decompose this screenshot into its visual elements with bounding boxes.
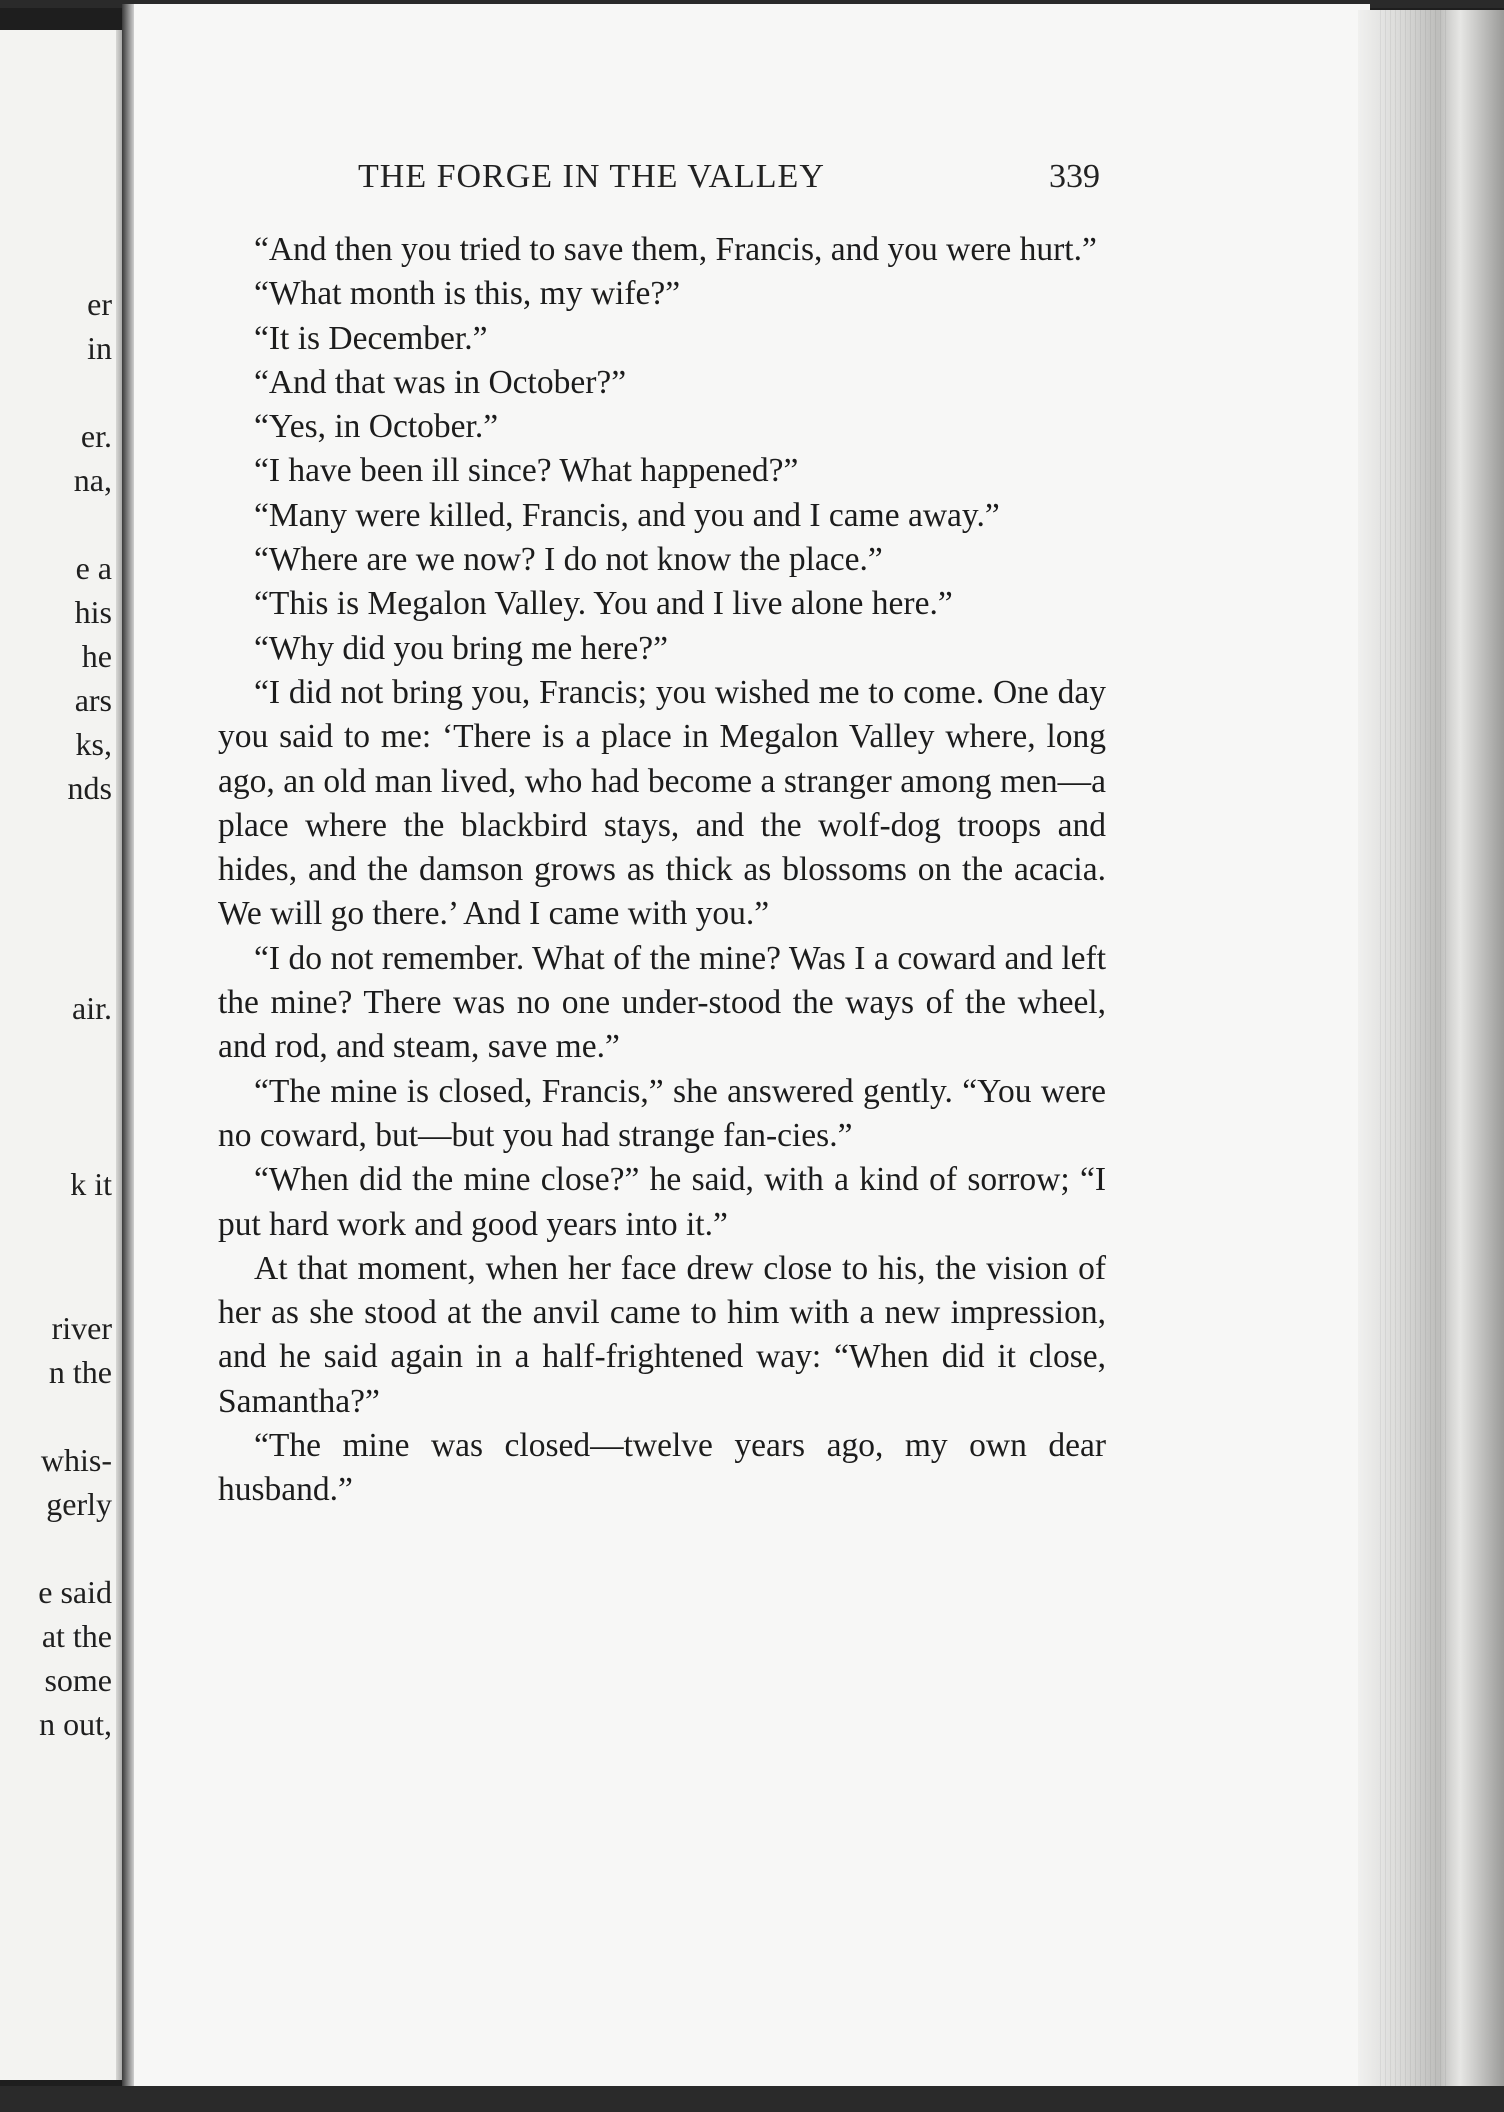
left-page-fragment: na, [73, 462, 112, 498]
scan-border-bottom [0, 2086, 1504, 2112]
left-page-fragment: er [87, 286, 112, 322]
paragraph: “I did not bring you, Francis; you wished me to come. One day you said to me: ‘There is a place in Megalon Valley where, long ago, an old man lived, who had become a stranger among men—a place where the blackbird stays, and the wolf-dog troops and hides, and the damson grows as thick as blossoms on the acacia. We will go there.’ And I came with you.” [218, 673, 1106, 933]
paragraph: “And then you tried to save them, Francis, and you were hurt.” [254, 231, 1097, 268]
running-head [218, 158, 1100, 208]
left-page-fragment: ars [74, 682, 112, 718]
paragraph: “What month is this, my wife?” [254, 275, 681, 313]
paragraph: “Many were killed, Francis, and you and I came away.” [254, 496, 1000, 534]
page-number: 339 [1049, 158, 1100, 195]
paragraph: “And that was in October?” [254, 363, 627, 401]
left-page-fragment: river [51, 1310, 112, 1346]
paragraph: “This is Megalon Valley. You and I live alone here.” [254, 585, 953, 623]
running-head-title: THE FORGE IN THE VALLEY [358, 158, 825, 195]
paragraph: “It is December.” [254, 319, 488, 357]
paragraph: “I have been ill since? What happened?” [254, 452, 799, 490]
left-page-fragment: whis- [40, 1442, 112, 1478]
left-page-fragment: ks, [75, 726, 112, 762]
left-page-fragment: in [87, 330, 112, 366]
paragraph: “Where are we now? I do not know the place.” [254, 541, 883, 579]
left-page-fragment: air. [72, 990, 112, 1026]
left-page-fragment: gerly [46, 1486, 112, 1522]
body-text [218, 228, 1106, 1513]
paragraph: “Why did you bring me here?” [254, 629, 668, 667]
paragraph: “The mine is closed, Francis,” she answered gently. “You were no coward, but—but you had strange fan-cies.” [218, 1072, 1106, 1154]
left-page [0, 30, 122, 2080]
left-page-fragment: some [44, 1662, 112, 1698]
left-page-fragment: k it [70, 1166, 112, 1202]
left-page-fragment: e said [38, 1574, 112, 1610]
left-page-fragment: he [81, 638, 112, 674]
left-page-fragment: nds [67, 770, 112, 806]
left-page-fragment: his [74, 594, 112, 630]
left-page-fragment: n the [48, 1354, 112, 1390]
paragraph: “Yes, in October.” [254, 408, 499, 446]
left-page-fragment: e a [75, 550, 112, 586]
page-binding-shadow [122, 4, 134, 2086]
paragraph: “The mine was closed—twelve years ago, my own dear husband.” [218, 1427, 1106, 1509]
left-page-fragment: er. [80, 418, 112, 454]
page-stack-lines [1380, 10, 1450, 2100]
paragraph: At that moment, when her face drew close to his, the vision of her as she stood at the anvil came to him with a new impression, and he said again in a half-frightened way: “When did it close, Samantha?” [218, 1249, 1106, 1420]
paragraph: “When did the mine close?” he said, with a kind of sorrow; “I put hard work and good years into it.” [218, 1161, 1106, 1243]
left-page-fragment: at the [41, 1618, 112, 1654]
left-page-fragment: n out, [39, 1706, 112, 1742]
paragraph: “I do not remember. What of the mine? Was I a coward and left the mine? There was no one under-stood the ways of the wheel, and rod, and steam, save me.” [218, 939, 1106, 1066]
